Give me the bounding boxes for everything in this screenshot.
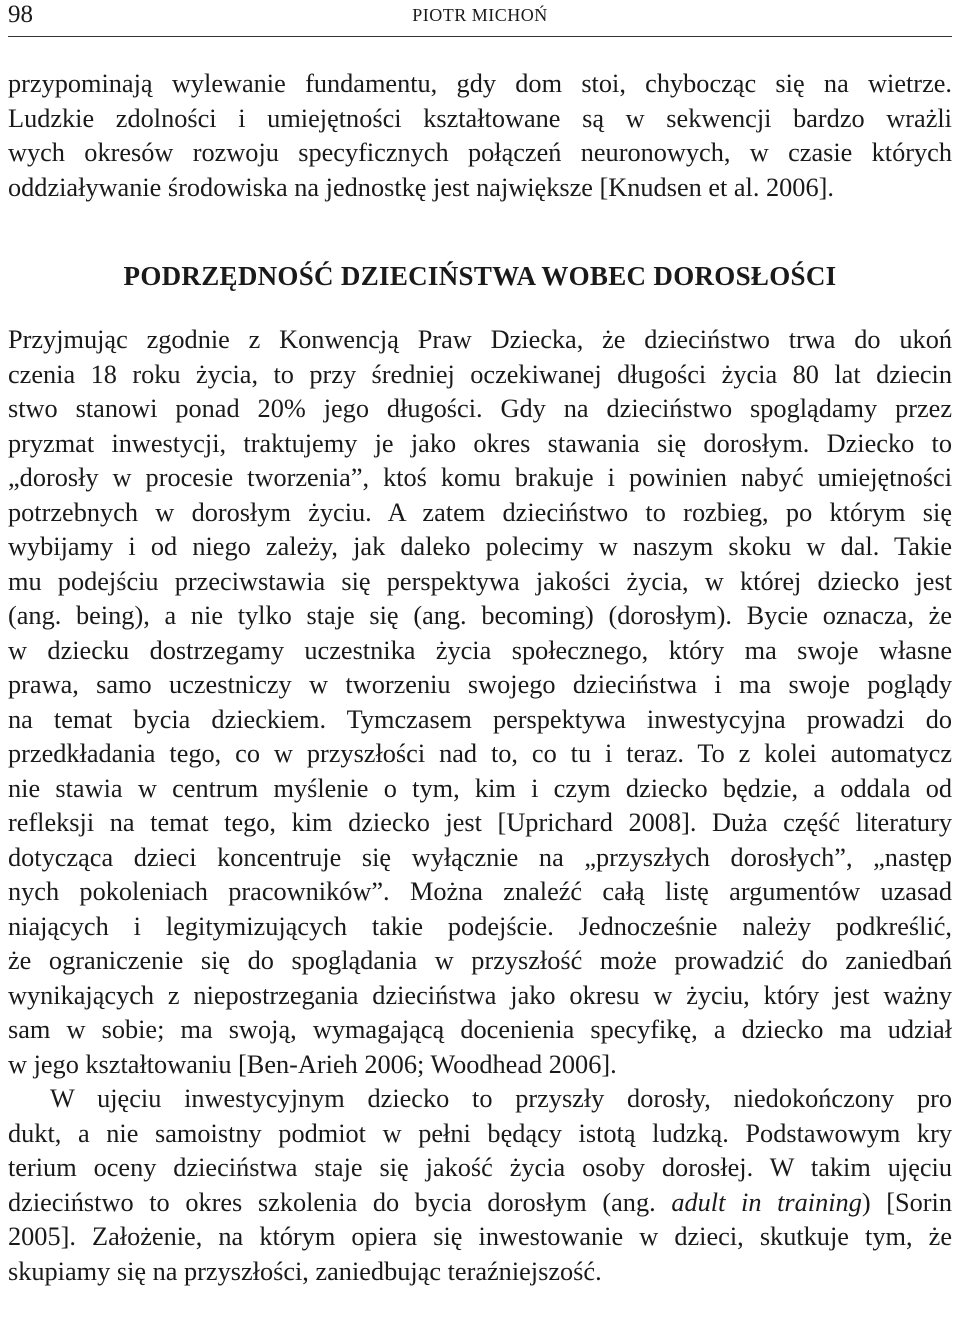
text-line: że ograniczenie się do spoglądania w przyszłość może prowadzić do zaniedbań	[8, 946, 952, 975]
text-line: pryzmat inwestycji, traktujemy je jako okres stawania się dorosłym. Dziecko to	[8, 428, 952, 458]
text-segment: dzieciństwo to okres szkolenia do bycia dorosłym (ang.	[8, 1187, 672, 1217]
text-line: nie stawia w centrum myślenie o tym, kim i czym dziecko będzie, a oddala od	[8, 773, 952, 803]
text-line: potrzebnych w dorosłym życiu. A zatem dzieciństwo to rozbieg, po którym się	[8, 497, 952, 527]
page-header	[8, 0, 952, 37]
page-number: 98	[8, 1, 33, 28]
text-line: stwo stanowi ponad 20% jego długości. Gdy na dzieciństwo spoglądamy przez	[8, 394, 952, 423]
text-line: przypominają wylewanie fundamentu, gdy dom stoi, chybocząc się na wietrze.	[8, 69, 952, 98]
text-line: przedkładania tego, co w przyszłości nad to, co tu i teraz. To z kolei automatycz	[8, 739, 952, 768]
paragraph-3	[8, 1082, 952, 1289]
text-line: oddziaływanie środowiska na jednostkę jest największe [Knudsen et al. 2006].	[8, 172, 834, 202]
text-line: na temat bycia dzieckiem. Tymczasem perspektywa inwestycyjna prowadzi do	[8, 704, 952, 734]
text-line: w dziecku dostrzegamy uczestnika życia społecznego, który ma swoje własne	[8, 635, 952, 665]
text-line: Przyjmując zgodnie z Konwencją Praw Dziecka, że dzieciństwo trwa do ukoń	[8, 325, 952, 354]
text-line: dukt, a nie samoistny podmiot w pełni będący istotą ludzką. Podstawowym kry	[8, 1118, 952, 1148]
text-line: prawa, samo uczestniczy w tworzeniu swojego dzieciństwa i ma swoje poglądy	[8, 670, 952, 699]
text-line: nych pokoleniach pracowników”. Można znaleźć całą listę argumentów uzasad	[8, 877, 952, 906]
text-line: mu podejściu przeciwstawia się perspektywa jakości życia, w której dziecko jest	[8, 566, 952, 596]
text-line: W ujęciu inwestycyjnym dziecko to przyszły dorosły, niedokończony pro	[50, 1084, 952, 1113]
paragraph-1	[8, 67, 952, 205]
text-line: sam w sobie; ma swoją, wymagającą docenienia specyfikę, a dziecko ma udział	[8, 1015, 952, 1044]
running-head: PIOTR MICHOŃ	[412, 5, 548, 25]
text-line: czenia 18 roku życia, to przy średniej oczekiwanej długości życia 80 lat dziecin	[8, 359, 952, 389]
text-line: wybijamy i od niego zależy, jak daleko polecimy w naszym skoku w dal. Takie	[8, 532, 952, 561]
text-line-mixed	[8, 1186, 952, 1221]
paragraph-2	[8, 323, 952, 1082]
text-line: dotycząca dzieci koncentruje się wyłącznie na „przyszłych dorosłych”, „następ	[8, 842, 952, 872]
text-segment: ) [Sorin	[861, 1187, 952, 1217]
section-heading: PODRZĘDNOŚĆ DZIECIŃSTWA WOBEC DOROSŁOŚCI	[123, 261, 837, 291]
text-line: terium oceny dzieciństwa staje się jakość życia osoby dorosłej. W takim ujęciu	[8, 1153, 952, 1182]
text-line: wych okresów rozwoju specyficznych połączeń neuronowych, w czasie których	[8, 138, 952, 167]
text-line: refleksji na temat tego, kim dziecko jest [Uprichard 2008]. Duża część literatury	[8, 808, 952, 837]
text-line: „dorosły w procesie tworzenia”, ktoś komu brakuje i powinien nabyć umiejętności	[8, 463, 952, 492]
italic-term: adult in training	[671, 1187, 862, 1217]
text-line: skupiamy się na przyszłości, zaniedbując teraźniejszość.	[8, 1256, 602, 1286]
page-body	[8, 67, 952, 1289]
text-line: niających i legitymizujących takie podejście. Jednocześnie należy podkreślić,	[8, 911, 952, 941]
text-line: 2005]. Założenie, na którym opiera się inwestowanie w dzieci, skutkuje tym, że	[8, 1222, 952, 1251]
text-line: Ludzkie zdolności i umiejętności kształtowane są w sekwencji bardzo wrażli	[8, 103, 952, 133]
text-line: (ang. being), a nie tylko staje się (ang. becoming) (dorosłym). Bycie oznacza, że	[8, 601, 952, 630]
text-line: wynikających z niepostrzegania dzieciństwa jako okresu w życiu, który jest ważny	[8, 980, 952, 1010]
text-line: w jego kształtowaniu [Ben-Arieh 2006; Woodhead 2006].	[8, 1049, 617, 1079]
